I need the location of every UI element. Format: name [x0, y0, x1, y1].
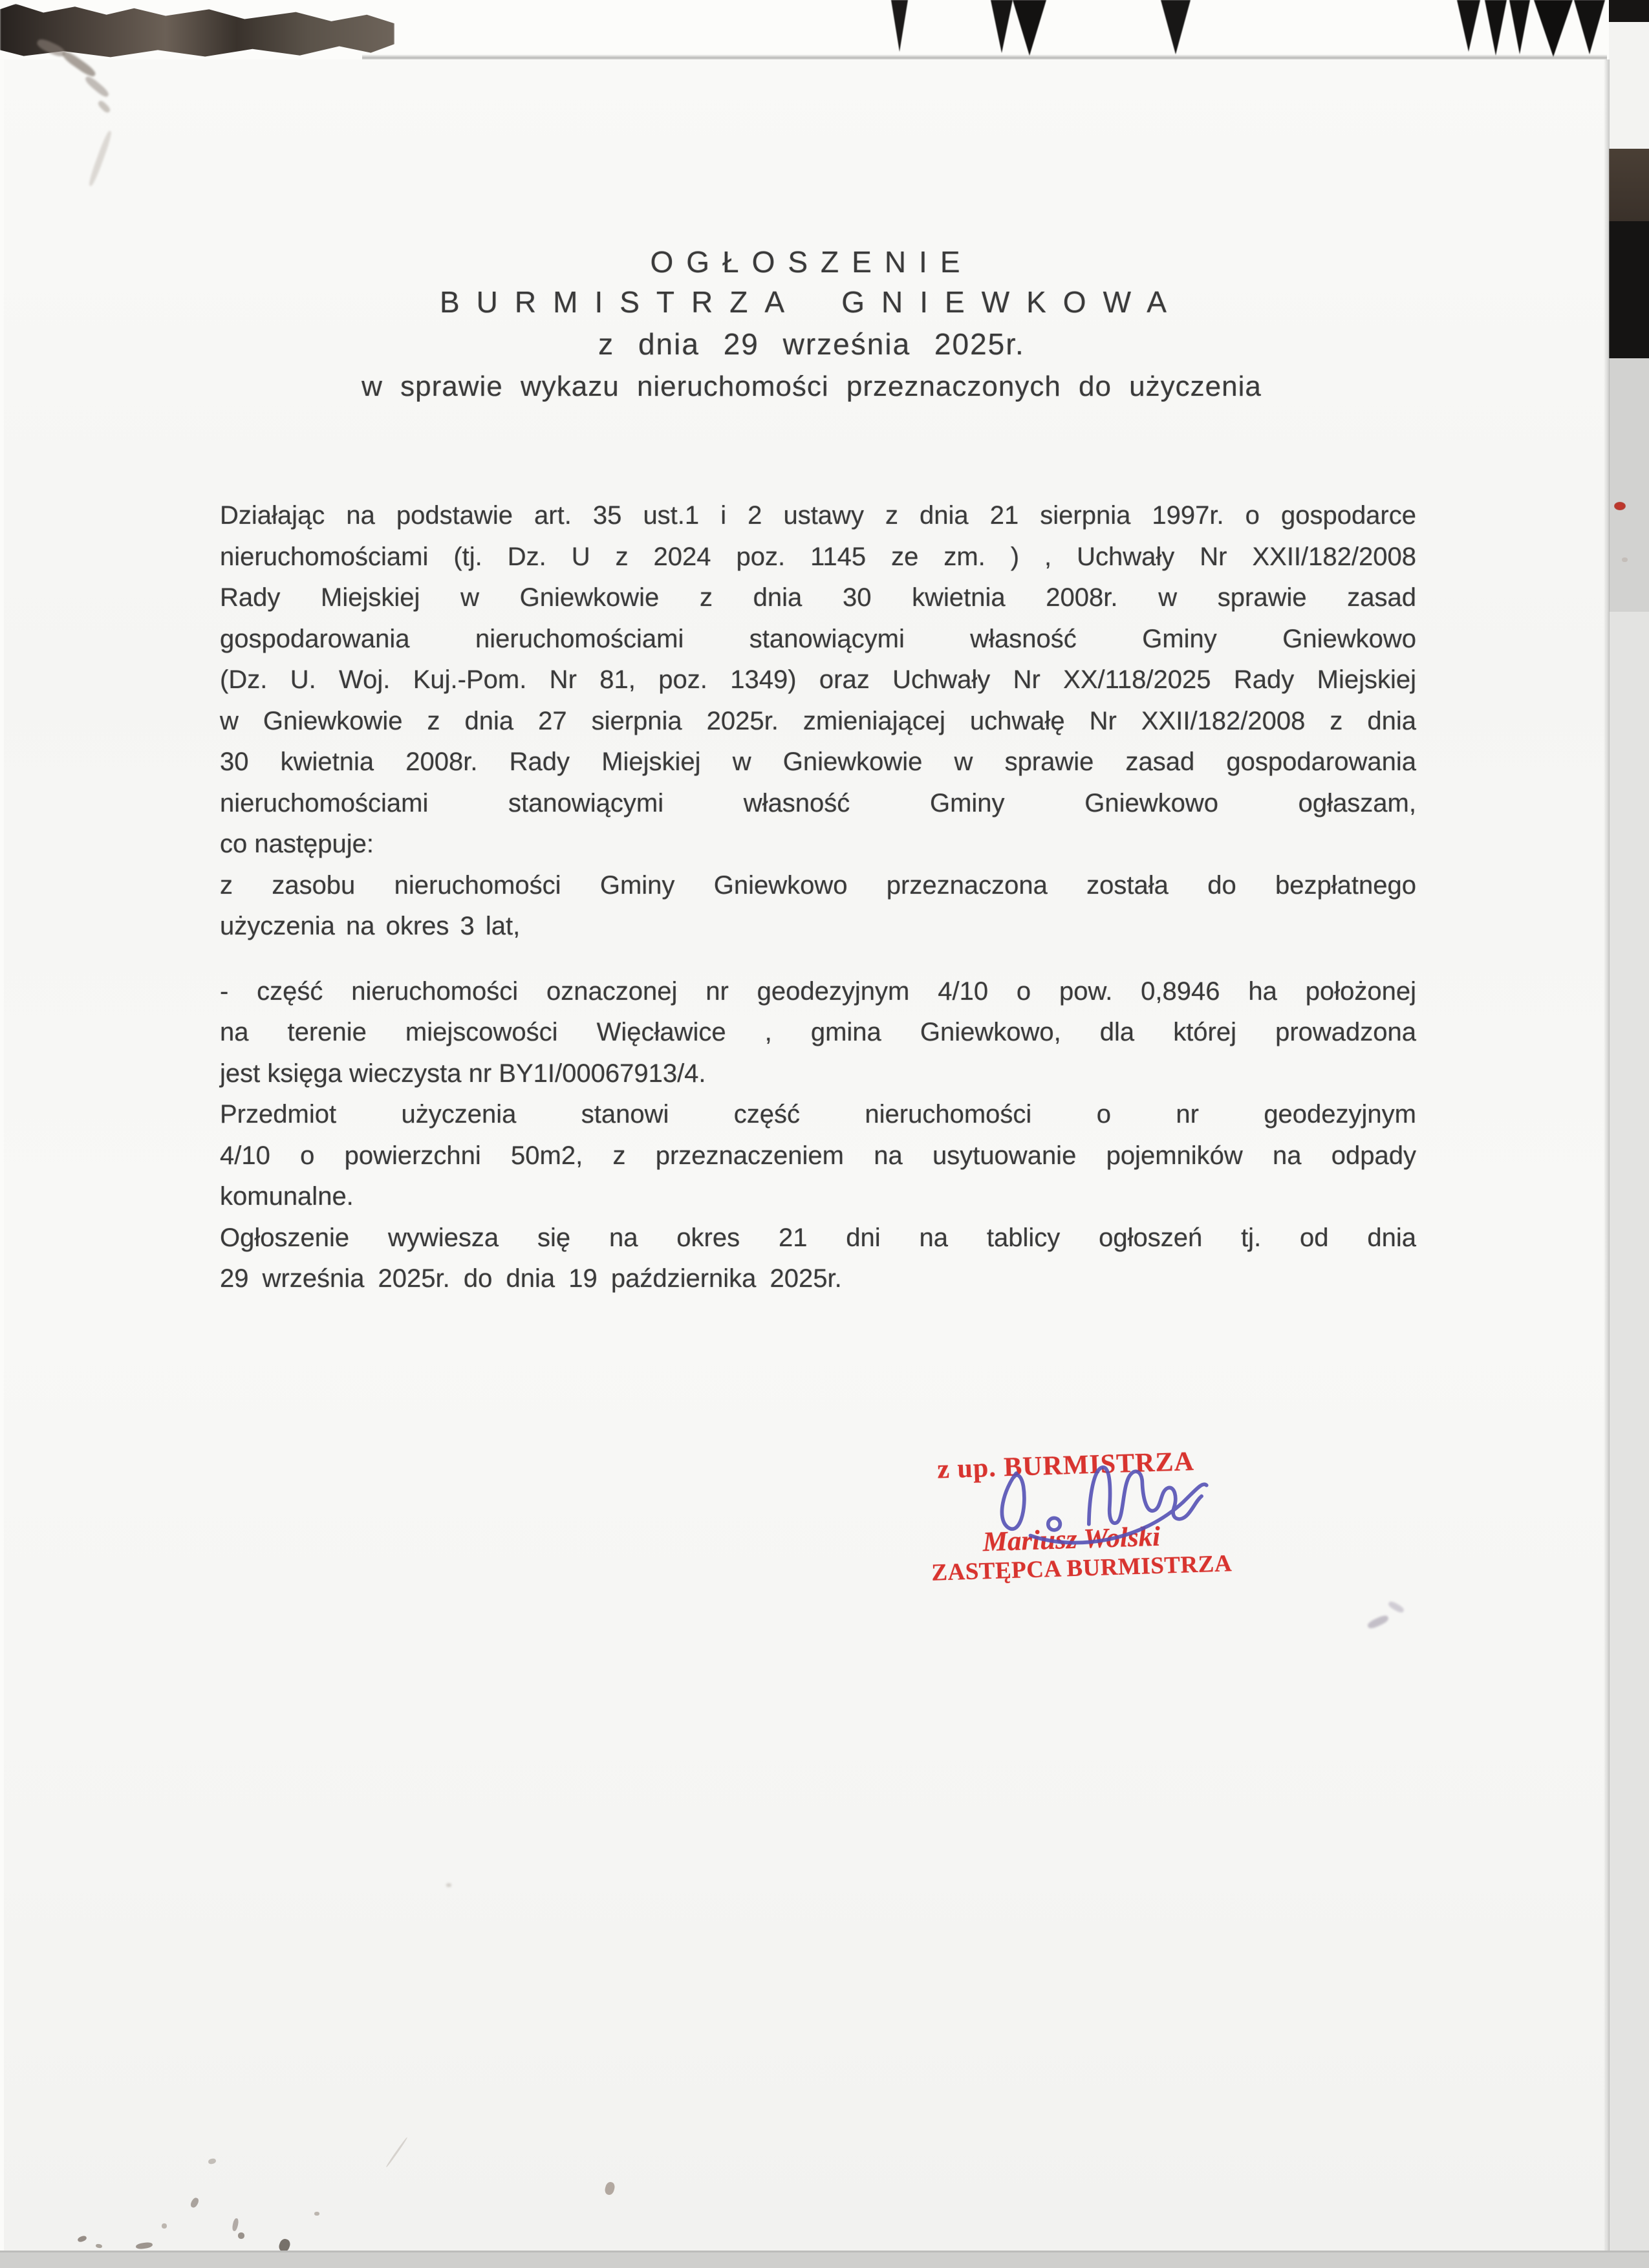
bottom-speck [314, 2212, 319, 2216]
stamp-authorization-line: z up. BURMISTRZA [936, 1446, 1195, 1485]
body-line: komunalne. [220, 1182, 354, 1211]
scan-mark-wedge [1457, 0, 1480, 52]
body-line: nieruchomościami stanowiącymi własność Gminy Gniewkowo ogłaszam, [220, 788, 1416, 817]
stamp-name: Mariusz Wolski [982, 1521, 1161, 1558]
body-line: gospodarowania nieruchomościami stanowiącymi własność Gminy Gniewkowo [220, 624, 1416, 653]
document-body [220, 495, 1416, 1300]
scan-mark-wedge [1534, 0, 1573, 57]
body-line: Ogłoszenie wywiesza się na okres 21 dni na tablicy ogłoszeń tj. od dnia [220, 1223, 1416, 1252]
body-line: Przedmiot użyczenia stanowi część nieruchomości o nr geodezyjnym [220, 1100, 1416, 1129]
body-line: 29 września 2025r. do dnia 19 października 2025r. [220, 1264, 842, 1293]
scanner-bottom-band [0, 2251, 1649, 2268]
paragraph [220, 971, 1416, 1300]
tiny-smudge [446, 1883, 451, 1887]
side-strip-black-block [1609, 221, 1649, 358]
side-strip-brown-block [1609, 149, 1649, 221]
title-line-subject: w sprawie wykazu nieruchomości przeznaczonych do użyczenia [361, 371, 1262, 402]
paper-right-edge-shadow [1604, 59, 1610, 2252]
title-line-1: OGŁOSZENIE [650, 245, 973, 279]
side-strip-gray [1609, 358, 1649, 612]
body-line: Działając na podstawie art. 35 ust.1 i 2 ustawy z dnia 21 sierpnia 1997r. o gospodarce [220, 501, 1416, 530]
side-strip-white [1609, 22, 1649, 149]
small-speck [1622, 557, 1628, 562]
red-ink-dot [1614, 502, 1626, 510]
paragraph [220, 495, 1416, 947]
body-line: co następuje: [220, 830, 374, 858]
scan-mark-wedge [1161, 0, 1191, 54]
body-line: Rady Miejskiej w Gniewkowie z dnia 30 kwietnia 2008r. w sprawie zasad [220, 583, 1416, 612]
bottom-speck [162, 2223, 167, 2229]
body-line: jest księga wieczysta nr BY1I/00067913/4. [220, 1059, 706, 1088]
scan-mark-wedge [1485, 0, 1507, 56]
scan-mark-wedge [891, 0, 908, 52]
document-title-block [213, 242, 1410, 408]
handwritten-signature-ink [986, 1453, 1230, 1564]
title-line-2: BURMISTRZA GNIEWKOWA [440, 285, 1183, 319]
body-line: użyczenia na okres 3 lat, [220, 912, 521, 940]
scan-mark-wedge [1509, 0, 1530, 54]
scan-mark-wedge [991, 0, 1013, 53]
scanner-side-strip [1609, 0, 1649, 2268]
body-line: 30 kwietnia 2008r. Rady Miejskiej w Gniewkowie w sprawie zasad gospodarowania [220, 748, 1416, 776]
body-line: (Dz. U. Woj. Kuj.-Pom. Nr 81, poz. 1349) oraz Uchwały Nr XX/118/2025 Rady Miejskiej [220, 665, 1416, 694]
scan-mark-wedge [1013, 0, 1046, 56]
side-strip-light [1609, 612, 1649, 2268]
body-line: nieruchomościami (tj. Dz. U z 2024 poz. 1145 ze zm. ) , Uchwały Nr XXII/182/2008 [220, 542, 1416, 571]
stamp-title-line: ZASTĘPCA BURMISTRZA [931, 1550, 1233, 1586]
body-line: w Gniewkowie z dnia 27 sierpnia 2025r. zmieniającej uchwałę Nr XXII/182/2008 z dnia [220, 706, 1416, 735]
body-line: - część nieruchomości oznaczonej nr geodezyjnym 4/10 o pow. 0,8946 ha położonej [220, 977, 1416, 1006]
scan-mark-wedge [1574, 0, 1605, 54]
body-line: na terenie miejscowości Więcławice , gmina Gniewkowo, dla której prowadzona [220, 1018, 1416, 1046]
body-line: 4/10 o powierzchni 50m2, z przeznaczeniem na usytuowanie pojemników na odpady [220, 1141, 1416, 1170]
body-line: z zasobu nieruchomości Gminy Gniewkowo przeznaczona została do bezpłatnego [220, 870, 1416, 900]
bottom-speck [238, 2232, 244, 2239]
title-line-date: z dnia 29 września 2025r. [598, 327, 1025, 361]
side-strip-dark-top [1609, 0, 1649, 22]
scanner-top-band [0, 0, 1649, 59]
